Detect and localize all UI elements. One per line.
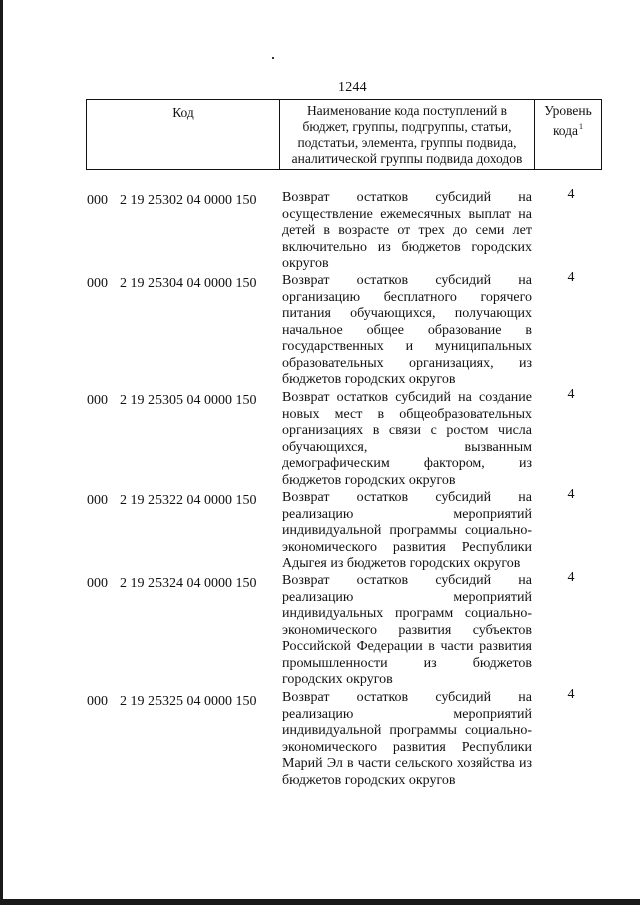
row-code — [87, 576, 287, 592]
header-name-line: аналитической группы подвида доходов — [291, 151, 523, 166]
row-name-line: реализацию мероприятий — [282, 589, 532, 605]
row-name-line: промышленности из бюджетов — [282, 655, 532, 671]
scan-border-bottom — [0, 899, 640, 905]
row-name-line: образовательных организациях, из — [282, 355, 532, 371]
row-name-line: Возврат остатков субсидий на создание — [282, 390, 532, 405]
scan-border-left — [0, 0, 3, 905]
scan-speck — [272, 57, 274, 59]
row-admin-code: 000 — [87, 694, 108, 709]
row-budget-code: 2 19 25324 04 0000 150 — [120, 576, 257, 591]
row-level: 4 — [567, 570, 575, 585]
row-level: 4 — [567, 187, 575, 202]
row-budget-code: 2 19 25304 04 0000 150 — [120, 276, 257, 291]
row-level: 4 — [567, 270, 575, 285]
row-name-line: питания обучающихся, получающих — [282, 306, 532, 321]
row-name-line: Марий Эл в части сельского хозяйства из — [282, 756, 532, 771]
row-admin-code: 000 — [87, 493, 108, 508]
row-name-line: осуществление ежемесячных выплат на — [282, 206, 532, 222]
row-name-line: Возврат остатков субсидий на — [282, 190, 532, 205]
row-name-line: индивидуальных программ социально- — [282, 606, 532, 621]
row-level: 4 — [567, 387, 575, 402]
row-name-line: Возврат остатков субсидий на — [282, 273, 532, 288]
row-budget-code: 2 19 25302 04 0000 150 — [120, 193, 257, 208]
header-code: Код — [87, 100, 280, 169]
row-name-line: Адыгея из бюджетов городских округов — [282, 556, 521, 571]
row-name-line: городских округов — [282, 672, 393, 687]
row-budget-code: 2 19 25325 04 0000 150 — [120, 694, 257, 709]
header-level — [535, 100, 601, 169]
row-name — [282, 690, 532, 789]
row-name-line: детей в возрасте от трех до семи лет — [282, 223, 532, 238]
header-level-word: кода — [552, 123, 579, 138]
row-name-line: экономического развития субъектов — [282, 622, 532, 638]
row-name-line: организациях в связи с ростом числа — [282, 423, 532, 438]
row-admin-code: 000 — [87, 276, 108, 291]
row-code — [87, 193, 287, 209]
row-budget-code: 2 19 25305 04 0000 150 — [120, 393, 257, 408]
row-name — [282, 273, 532, 389]
row-name-line: округов — [282, 256, 329, 271]
row-code — [87, 694, 287, 710]
row-name-line: бюджетов городских округов — [282, 372, 456, 387]
row-name-line: организацию бесплатного горячего — [282, 289, 532, 305]
row-name — [282, 490, 532, 573]
row-name-line: Российской Федерации в части развития — [282, 639, 532, 654]
row-code — [87, 276, 287, 292]
row-name-line: Возврат остатков субсидий на — [282, 490, 532, 505]
row-admin-code: 000 — [87, 393, 108, 408]
header-name-line: бюджет, группы, подгруппы, статьи, — [302, 119, 512, 134]
row-name-line: Возврат остатков субсидий на — [282, 690, 532, 705]
header-level-line — [535, 119, 601, 139]
row-code — [87, 493, 287, 509]
row-name-line: включительно из бюджетов городских — [282, 239, 532, 255]
row-name-line: экономического развития Республики — [282, 539, 532, 555]
footnote-mark: 1 — [579, 122, 584, 131]
table-header — [86, 99, 602, 170]
row-name-line: обучающихся, вызванным — [282, 439, 532, 455]
row-name-line: бюджетов городских округов — [282, 472, 456, 488]
row-level: 4 — [567, 687, 575, 702]
row-budget-code: 2 19 25322 04 0000 150 — [120, 493, 257, 508]
row-name-line: реализацию мероприятий — [282, 706, 532, 722]
row-name-line: государственных и муниципальных — [282, 339, 532, 354]
page-number: 1244 — [338, 80, 367, 95]
row-name-line: бюджетов городских округов — [282, 772, 456, 788]
header-name-line: Наименование кода поступлений в — [306, 103, 508, 118]
row-name-line: экономического развития Республики — [282, 739, 532, 755]
header-name-line: подстатьи, элемента, группы подвида, — [297, 135, 517, 150]
row-name-line: индивидуальной программы социально- — [282, 523, 532, 538]
row-name-line: начальное общее образование в — [282, 322, 532, 338]
row-name-line: реализацию мероприятий — [282, 506, 532, 522]
row-level: 4 — [567, 487, 575, 502]
row-name-line: новых мест в общеобразовательных — [282, 406, 532, 422]
row-admin-code: 000 — [87, 193, 108, 208]
row-code — [87, 393, 287, 409]
row-admin-code: 000 — [87, 576, 108, 591]
row-name-line: Возврат остатков субсидий на — [282, 573, 532, 588]
header-level-line: Уровень — [544, 103, 592, 118]
row-name-line: индивидуальной программы социально- — [282, 723, 532, 738]
row-name — [282, 573, 532, 689]
row-name — [282, 390, 532, 489]
header-name — [280, 100, 535, 169]
row-name — [282, 190, 532, 273]
row-name-line: демографическим фактором, из — [282, 456, 532, 471]
